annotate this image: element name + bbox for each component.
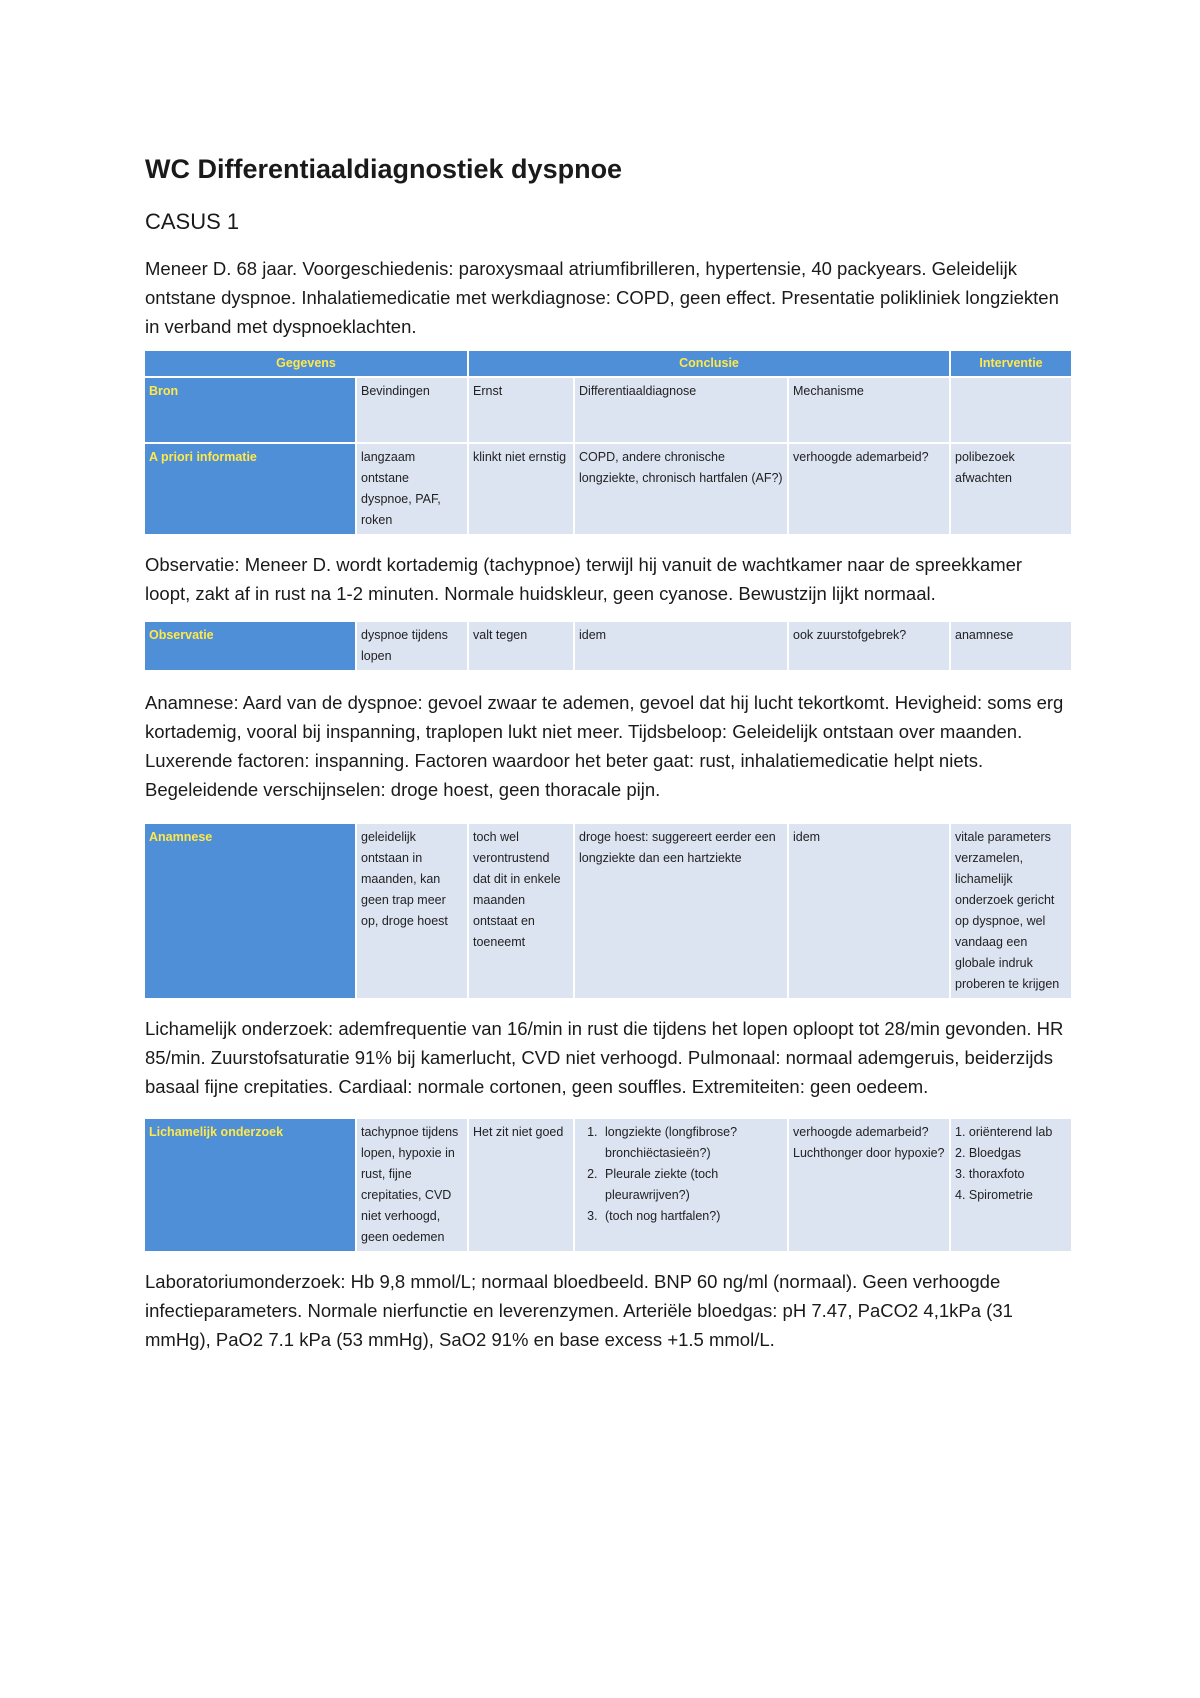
column-bron: Bron [145, 378, 355, 442]
table-row [145, 1119, 1071, 1251]
observatie-paragraph: Observatie: Meneer D. wordt kortademig (tachypnoe) terwijl hij vanuit de wachtkamer naar de spreekkamer loopt, zakt af in rust na 1-2 minuten. Normale huidskleur, geen cyanose. Bewustzijn lijkt normaal. [145, 554, 1023, 604]
table-row [145, 824, 1071, 998]
lichamelijk-onderzoek-paragraph: Lichamelijk onderzoek: ademfrequentie van 16/min in rust die tijdens het lopen oploopt tot 28/min gevonden. HR 85/min. Zuurstofsaturatie 91% bij kamerlucht, CVD niet verhoogd. Pulmonaal: normaal ademgeruis, beiderzijds basaal fijne crepitaties. Cardiaal: normale cortonen, geen souffles. Extremiteiten: geen oedeem. [145, 1018, 1064, 1097]
table-anamnese [143, 822, 1073, 1000]
cell-bevindingen: dyspnoe tijdens lopen [357, 622, 467, 670]
cell-mechanisme: verhoogde ademarbeid? Luchthonger door hypoxie? [789, 1119, 949, 1251]
cell-bevindingen: tachypnoe tijdens lopen, hypoxie in rust, fijne crepitaties, CVD niet verhoogd, geen oedemen [357, 1119, 467, 1251]
group-interventie: Interventie [951, 351, 1071, 376]
cell-differentiaaldiagnose: idem [575, 622, 787, 670]
row-label: A priori informatie [145, 444, 355, 534]
document-title: WC Differentiaaldiagnostiek dyspnoe [145, 154, 623, 184]
cell-bevindingen: geleidelijk ontstaan in maanden, kan geen trap meer op, droge hoest [357, 824, 467, 998]
interventie-item: 1. oriënterend lab [955, 1125, 1053, 1139]
cell-mechanisme: verhoogde ademarbeid? [789, 444, 949, 534]
casus-heading: CASUS 1 [145, 209, 240, 234]
ddx-list [579, 1122, 783, 1227]
column-interventie [951, 378, 1071, 442]
table-lichamelijk-onderzoek [143, 1117, 1073, 1253]
column-differentiaaldiagnose: Differentiaaldiagnose [575, 378, 787, 442]
ddx-item: 1. longziekte (longfibrose? bronchiëctasieën?) [601, 1122, 783, 1164]
document-page [145, 140, 1065, 1354]
cell-bevindingen: langzaam ontstane dyspnoe, PAF, roken [357, 444, 467, 534]
cell-mechanisme: idem [789, 824, 949, 998]
anamnese-paragraph: Anamnese: Aard van de dyspnoe: gevoel zwaar te ademen, gevoel dat hij lucht tekortkomt. Hevigheid: soms erg kortademig, vooral bij inspanning, traplopen lukt niet meer. Tijdsbeloop: Geleidelijk ontstaan over maanden. Luxerende factoren: inspanning. Factoren waardoor het beter gaat: rust, inhalatiemedicatie helpt niets. Begeleidende verschijnselen: droge hoest, geen thoracale pijn. [145, 692, 1064, 800]
interventie-item: 3. thoraxfoto [955, 1167, 1025, 1181]
column-ernst: Ernst [469, 378, 573, 442]
group-conclusie: Conclusie [469, 351, 949, 376]
table-column-header-row [145, 378, 1071, 442]
table-group-header-row [145, 351, 1071, 376]
cell-interventie: vitale parameters verzamelen, lichamelijk onderzoek gericht op dyspnoe, wel vandaag een globale indruk proberen te krijgen [951, 824, 1071, 998]
cell-interventie: anamnese [951, 622, 1071, 670]
interventie-item: 4. Spirometrie [955, 1188, 1033, 1202]
intro-paragraph: Meneer D. 68 jaar. Voorgeschiedenis: paroxysmaal atriumfibrilleren, hypertensie, 40 packyears. Geleidelijk ontstane dyspnoe. Inhalatiemedicatie met werkdiagnose: COPD, geen effect. Presentatie polikliniek longziekten in verband met dyspnoeklachten. [145, 258, 1059, 337]
row-label: Observatie [145, 622, 355, 670]
cell-interventie [951, 1119, 1071, 1251]
cell-mechanisme: ook zuurstofgebrek? [789, 622, 949, 670]
cell-differentiaaldiagnose [575, 1119, 787, 1251]
group-gegevens: Gegevens [145, 351, 467, 376]
cell-ernst: Het zit niet goed [469, 1119, 573, 1251]
laboratorium-paragraph: Laboratoriumonderzoek: Hb 9,8 mmol/L; normaal bloedbeeld. BNP 60 ng/ml (normaal). Geen verhoogde infectieparameters. Normale nierfunctie en leverenzymen. Arteriële bloedgas: pH 7.47, PaCO2 4,1kPa (31 mmHg), PaO2 7.1 kPa (53 mmHg), SaO2 91% en base excess +1.5 mmol/L. [145, 1271, 1013, 1350]
ddx-item: 2. Pleurale ziekte (toch pleurawrijven?) [601, 1164, 783, 1206]
row-label: Anamnese [145, 824, 355, 998]
table-gegevens [143, 349, 1073, 536]
table-row [145, 622, 1071, 670]
cell-ernst: klinkt niet ernstig [469, 444, 573, 534]
table-row [145, 444, 1071, 534]
ddx-item: 3. (toch nog hartfalen?) [601, 1206, 783, 1227]
table-observatie [143, 620, 1073, 672]
cell-ernst: valt tegen [469, 622, 573, 670]
cell-differentiaaldiagnose: droge hoest: suggereert eerder een longziekte dan een hartziekte [575, 824, 787, 998]
interventie-item: 2. Bloedgas [955, 1146, 1022, 1160]
cell-differentiaaldiagnose: COPD, andere chronische longziekte, chronisch hartfalen (AF?) [575, 444, 787, 534]
cell-interventie: polibezoek afwachten [951, 444, 1071, 534]
row-label: Lichamelijk onderzoek [145, 1119, 355, 1251]
interventie-list [955, 1122, 1067, 1206]
cell-ernst: toch wel verontrustend dat dit in enkele maanden ontstaat en toeneemt [469, 824, 573, 998]
column-bevindingen: Bevindingen [357, 378, 467, 442]
column-mechanisme: Mechanisme [789, 378, 949, 442]
